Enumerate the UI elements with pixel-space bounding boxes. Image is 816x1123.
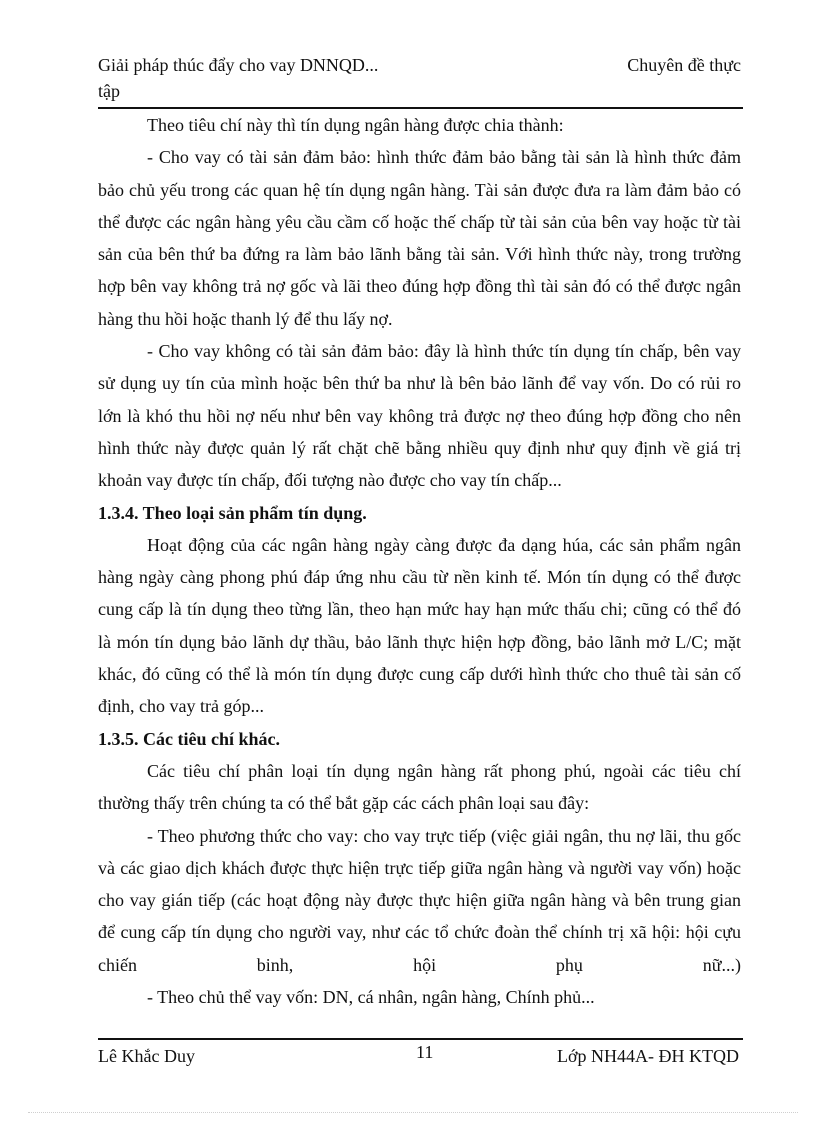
footer-class: Lớp NH44A- ĐH KTQD xyxy=(557,1046,739,1066)
header-title: Giải pháp thúc đẩy cho vay DNNQD... xyxy=(98,55,379,75)
header-document-type-continuation: tập xyxy=(98,81,120,101)
paragraph-unsecured-loans: - Cho vay không có tài sản đảm bảo: đây là hình thức tín dụng tín chấp, bên vay sử dụng uy tín của mình hoặc bên thứ ba như là bên bảo lãnh để vay vốn. Do có rủi ro lớn là khó thu hồi nợ nếu như bên vay không trả được nợ theo đúng hợp đồng cho nên hình thức này được quản lý rất chặt chẽ bằng nhiều quy định như quy định về giá trị khoản vay được tín chấp, đối tượng nào được cho vay tín chấp... xyxy=(98,341,741,491)
paragraph-borrower-type: - Theo chủ thể vay vốn: DN, cá nhân, ngân hàng, Chính phủ... xyxy=(147,987,595,1008)
paragraph-other-criteria: Các tiêu chí phân loại tín dụng ngân hàng rất phong phú, ngoài các tiêu chí thường thấy trên chúng ta có thể bắt gặp các cách phân loại sau đây: xyxy=(98,760,741,814)
section-heading-1-3-5: 1.3.5. Các tiêu chí khác. xyxy=(98,728,280,749)
paragraph-credit-products: Hoạt động của các ngân hàng ngày càng được đa dạng húa, các sản phẩm ngân hàng ngày càng phong phú đáp ứng nhu cầu từ nền kinh tế. Món tín dụng có thể được cung cấp là tín dụng theo từng lần, theo hạn mức hay hạn mức thấu chi; cũng có thể đó là món tín dụng bảo lãnh dự thầu, bảo lãnh thực hiện hợp đồng, bảo lãnh mở L/C; mặt khác, đó cũng có thể là món tín dụng được cung cấp dưới hình thức cho thuê tài sản cố định, cho vay trả góp... xyxy=(98,534,741,717)
page-body xyxy=(98,109,741,1013)
section-heading-1-3-4: 1.3.4. Theo loại sản phẩm tín dụng. xyxy=(98,502,367,523)
header-document-type: Chuyên đề thực xyxy=(627,55,741,75)
paragraph-lending-method: - Theo phương thức cho vay: cho vay trực tiếp (việc giải ngân, thu nợ lãi, thu gốc và các giao dịch khách được thực hiện trực tiếp giữa ngân hàng và người vay vốn) hoặc cho vay gián tiếp (các hoạt động này được thực hiện giữa ngân hàng và bên trung gian để cung cấp tín dụng cho người vay, như các tổ chức đoàn thể chính trị xã hội: hội cựu chiến binh, hội phụ nữ...) xyxy=(98,825,741,975)
page-footer xyxy=(98,1040,741,1064)
footer-author: Lê Khắc Duy xyxy=(98,1046,195,1066)
page-edge-dotted-line xyxy=(28,1112,798,1113)
paragraph-secured-loans: - Cho vay có tài sản đảm bảo: hình thức đảm bảo bằng tài sản là hình thức đảm bảo chủ yếu trong các quan hệ tín dụng ngân hàng. Tài sản được đưa ra làm đảm bảo có thể được các ngân hàng yêu cầu cầm cố hoặc thế chấp từ tài sản của bên vay hoặc từ tài sản của bên thứ ba đứng ra làm bảo lãnh bằng tài sản. Với hình thức này, trong trường hợp bên vay không trả nợ gốc và lãi theo đúng hợp đồng thì tài sản đó có thể được ngân hàng thu hồi hoặc thanh lý để thu lấy nợ. xyxy=(98,147,741,329)
paragraph-intro: Theo tiêu chí này thì tín dụng ngân hàng được chia thành: xyxy=(147,115,564,135)
page-number: 11 xyxy=(416,1042,434,1062)
